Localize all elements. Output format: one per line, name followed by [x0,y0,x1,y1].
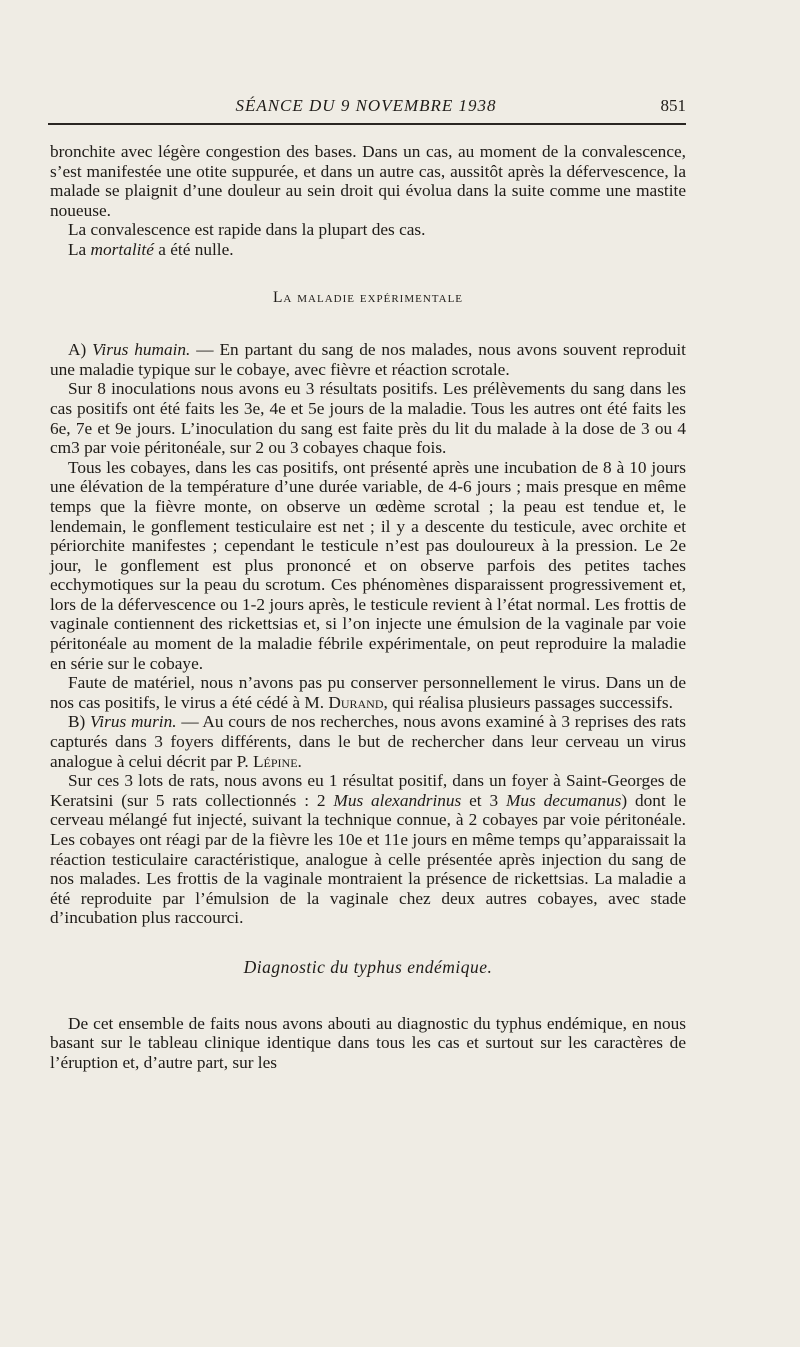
paragraph: bronchite avec légère congestion des bases. Dans un cas, au moment de la convalescence, s’est manifestée une otite suppurée, et dans un autre cas, aussitôt après la défervescence, la malade se plaignit d’une douleur au sein droit qui évolua dans la suite comme une mastite noueuse. [50,142,686,220]
page-number: 851 [660,96,686,115]
paragraph: La mortalité a été nulle. [68,239,234,259]
header-rule [48,123,686,125]
paragraph: B) Virus murin. — Au cours de nos recherches, nous avons examiné à 3 reprises des rats capturés dans 3 foyers différents, dans le but de rechercher dans leur cerveau un virus analogue à celui décrit par P. Lépine. [50,712,686,771]
paragraph: Sur 8 inoculations nous avons eu 3 résultats positifs. Les prélèvements du sang dans les cas positifs ont été faits les 3e, 4e et 5e jours de la maladie. Tous les autres ont été faits les 6e, 7e et 9e jours. L’inoculation du sang est faite près du lit du malade à la dose de 3 ou 4 cm3 par voie péritonéale, sur 2 ou 3 cobayes chaque fois. [50,379,686,458]
running-title: SÉANCE DU 9 NOVEMBRE 1938 [235,96,497,115]
subsection-heading: Diagnostic du typhus endémique. [243,956,493,977]
paragraph: Sur ces 3 lots de rats, nous avons eu 1 résultat positif, dans un foyer à Saint-Georges de Keratsini (sur 5 rats collectionnés : 2 Mus alexandrinus et 3 Mus decumanus) dont le cerveau mélangé fut injecté, suivant la technique connue, à 2 cobayes par voie péritonéale. Les cobayes ont réagi par de la fièvre les 10e et 11e jours en même temps qu’apparaissait la réaction testiculaire caractéristique, analogue à celle présentée après injection du sang de nos malades. Les frottis de la vaginale montraient la présence de rickettsias. La maladie a été reproduite par l’émulsion de la vaginale chez deux autres cobayes, avec stade d’incubation plus raccourci. [50,771,687,928]
paragraph: La convalescence est rapide dans la plupart des cas. [68,220,426,240]
paragraph: A) Virus humain. — En partant du sang de nos malades, nous avons souvent reproduit une maladie typique sur le cobaye, avec fièvre et réaction scrotale. [50,340,686,379]
page-header [46,96,686,120]
section-heading: La maladie expérimentale [272,288,464,306]
paragraph: Faute de matériel, nous n’avons pas pu conserver personnellement le virus. Dans un de nos cas positifs, le virus a été cédé à M. Durand, qui réalisa plusieurs passages successifs. [50,673,686,712]
body-text [50,142,686,1072]
paragraph: Tous les cobayes, dans les cas positifs, ont présenté après une incubation de 8 à 10 jours une élévation de la température d’une durée variable, de 4-6 jours ; mais presque en même temps que la fièvre monte, on observe un œdème scrotal ; la peau est tendue et, le lendemain, le gonflement testiculaire est net ; il y a descente du testicule, avec orchite et périorchite manifestes ; cependant le testicule n’est pas douloureux à la pression. Le 2e jour, le gonflement est plus prononcé et on observe parfois des petites taches ecchymotiques sur la peau du scrotum. Ces phénomènes disparaissent progressivement et, lors de la défervescence ou 1-2 jours après, le testicule revient à l’état normal. Les frottis de vaginale contiennent des rickettsias et, si l’on injecte une émulsion de la vaginale par voie péritonéale au moment de la maladie fébrile expérimentale, on peut reproduire la maladie en série sur le cobaye. [50,457,686,673]
paragraph: De cet ensemble de faits nous avons abouti au diagnostic du typhus endémique, en nous basant sur le tableau clinique identique dans tous les cas et surtout sur les caractères de l’éruption et, d’autre part, sur les [50,1013,686,1072]
